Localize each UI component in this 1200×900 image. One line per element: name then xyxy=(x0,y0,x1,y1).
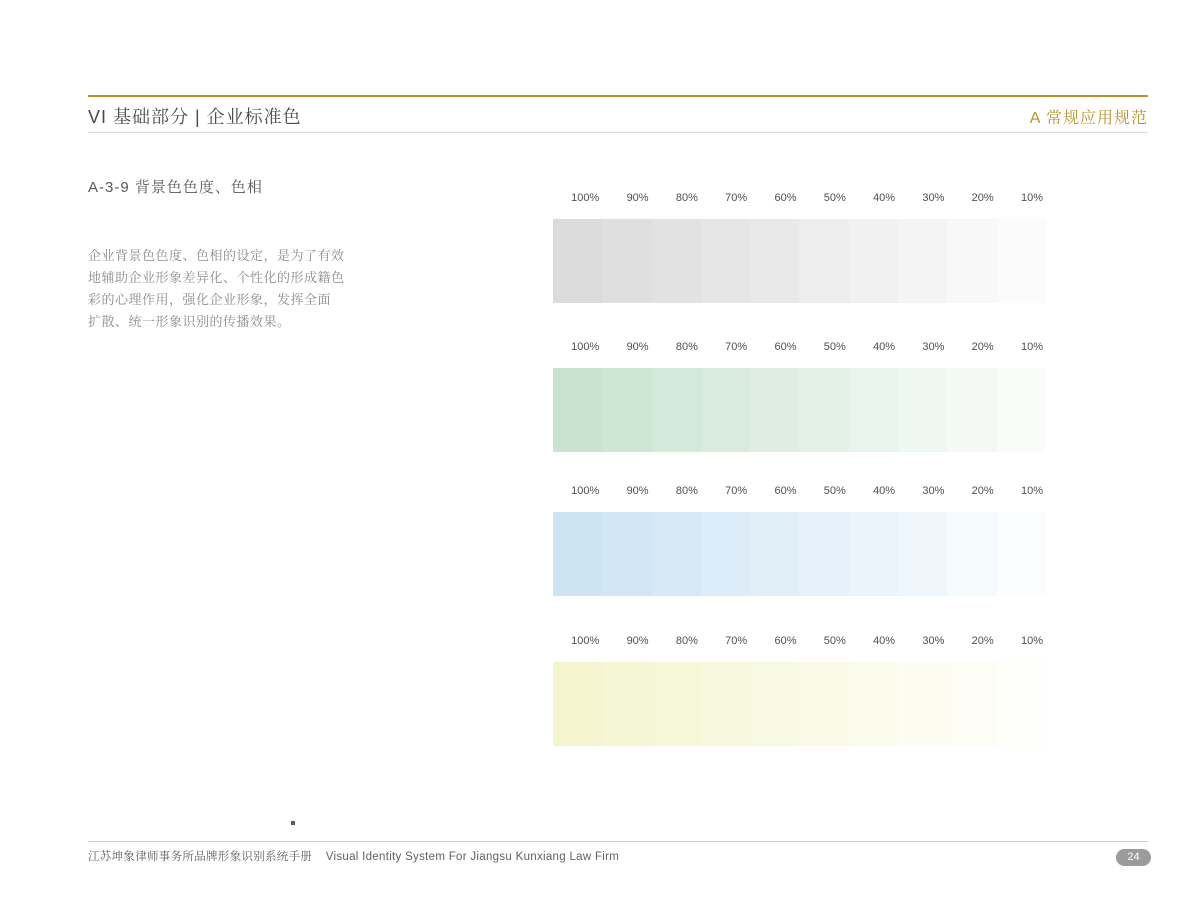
tint-cell-blue-60 xyxy=(750,512,799,596)
tint-cell-yellow-60 xyxy=(750,662,799,746)
percent-label: 80% xyxy=(675,635,698,647)
tint-chart xyxy=(553,0,1046,800)
tint-cell-yellow-10 xyxy=(997,662,1046,746)
percent-label: 10% xyxy=(1020,635,1043,647)
percent-label: 50% xyxy=(823,635,846,647)
percent-label: 20% xyxy=(971,635,994,647)
percent-label: 80% xyxy=(675,341,698,353)
tint-bar-blue xyxy=(553,512,1046,596)
tint-cell-yellow-20 xyxy=(947,662,996,746)
footer-manual-title-cn: 江苏坤象律师事务所品牌形象识别系统手册 xyxy=(88,851,313,863)
tint-cell-green-20 xyxy=(947,368,996,452)
tint-cell-blue-100 xyxy=(553,512,602,596)
tint-cell-blue-30 xyxy=(898,512,947,596)
footer-manual-title-en: Visual Identity System For Jiangsu Kunxiang Law Firm xyxy=(325,851,620,863)
tint-cell-yellow-30 xyxy=(898,662,947,746)
percent-label: 20% xyxy=(971,485,994,497)
percent-label: 30% xyxy=(922,192,945,204)
tint-cell-green-30 xyxy=(898,368,947,452)
tint-cell-yellow-70 xyxy=(701,662,750,746)
header-right-title: A 常规应用规范 xyxy=(1029,109,1148,127)
percent-label: 90% xyxy=(626,485,649,497)
tint-group-gray xyxy=(553,191,1046,303)
percent-label: 60% xyxy=(774,635,797,647)
tint-cell-blue-40 xyxy=(849,512,898,596)
tint-cell-yellow-50 xyxy=(799,662,848,746)
tint-cell-green-100 xyxy=(553,368,602,452)
percent-label: 50% xyxy=(823,485,846,497)
percent-label: 40% xyxy=(873,635,896,647)
tint-cell-green-10 xyxy=(997,368,1046,452)
percent-label: 80% xyxy=(675,192,698,204)
tint-cell-green-90 xyxy=(602,368,651,452)
percent-label: 60% xyxy=(774,485,797,497)
percent-labels-row xyxy=(553,340,1046,354)
tint-cell-blue-80 xyxy=(652,512,701,596)
percent-labels-row xyxy=(553,191,1046,205)
percent-label: 40% xyxy=(873,485,896,497)
tint-bar-green xyxy=(553,368,1046,452)
decorative-dot xyxy=(291,821,295,825)
footer-text xyxy=(88,848,619,864)
section-title: A-3-9 背景色色度、色相 xyxy=(88,179,263,196)
tint-cell-gray-50 xyxy=(799,219,848,303)
percent-label: 100% xyxy=(571,485,600,497)
percent-label: 90% xyxy=(626,635,649,647)
tint-bar-yellow xyxy=(553,662,1046,746)
percent-label: 50% xyxy=(823,341,846,353)
tint-cell-green-80 xyxy=(652,368,701,452)
tint-cell-yellow-90 xyxy=(602,662,651,746)
percent-label: 90% xyxy=(626,192,649,204)
tint-bar-gray xyxy=(553,219,1046,303)
percent-label: 40% xyxy=(873,192,896,204)
tint-cell-yellow-80 xyxy=(652,662,701,746)
tint-cell-blue-70 xyxy=(701,512,750,596)
percent-label: 30% xyxy=(922,341,945,353)
percent-label: 20% xyxy=(971,341,994,353)
percent-label: 90% xyxy=(626,341,649,353)
tint-cell-green-40 xyxy=(849,368,898,452)
tint-cell-gray-30 xyxy=(898,219,947,303)
percent-label: 70% xyxy=(725,485,748,497)
description-line: 企业背景色色度、色相的设定，是为了有效 xyxy=(88,248,345,263)
tint-cell-gray-10 xyxy=(997,219,1046,303)
tint-cell-blue-20 xyxy=(947,512,996,596)
percent-label: 10% xyxy=(1020,485,1043,497)
description-line: 地辅助企业形象差异化、个性化的形成籍色 xyxy=(88,270,345,285)
percent-labels-row xyxy=(553,484,1046,498)
percent-label: 60% xyxy=(774,341,797,353)
page-number-badge: 24 xyxy=(1116,849,1151,866)
percent-label: 40% xyxy=(873,341,896,353)
tint-cell-yellow-100 xyxy=(553,662,602,746)
percent-labels-row xyxy=(553,634,1046,648)
percent-label: 30% xyxy=(922,485,945,497)
percent-label: 70% xyxy=(725,192,748,204)
tint-cell-blue-10 xyxy=(997,512,1046,596)
tint-cell-green-50 xyxy=(799,368,848,452)
percent-label: 70% xyxy=(725,635,748,647)
tint-cell-gray-90 xyxy=(602,219,651,303)
tint-cell-blue-50 xyxy=(799,512,848,596)
tint-group-yellow xyxy=(553,634,1046,746)
tint-cell-gray-80 xyxy=(652,219,701,303)
tint-cell-yellow-40 xyxy=(849,662,898,746)
percent-label: 30% xyxy=(922,635,945,647)
percent-label: 100% xyxy=(571,341,600,353)
percent-label: 100% xyxy=(571,192,600,204)
tint-cell-gray-70 xyxy=(701,219,750,303)
tint-cell-gray-100 xyxy=(553,219,602,303)
percent-label: 70% xyxy=(725,341,748,353)
description-line: 彩的心理作用，强化企业形象，发挥全面 xyxy=(88,292,332,307)
tint-cell-blue-90 xyxy=(602,512,651,596)
tint-group-blue xyxy=(553,484,1046,596)
tint-cell-green-70 xyxy=(701,368,750,452)
description-line: 扩散、统一形象识别的传播效果。 xyxy=(88,314,291,329)
percent-label: 50% xyxy=(823,192,846,204)
header-left-title: VI 基础部分 | 企业标准色 xyxy=(88,107,302,127)
section-description xyxy=(88,245,358,333)
percent-label: 20% xyxy=(971,192,994,204)
percent-label: 100% xyxy=(571,635,600,647)
percent-label: 60% xyxy=(774,192,797,204)
footer-divider xyxy=(88,841,1148,842)
percent-label: 10% xyxy=(1020,341,1043,353)
tint-cell-gray-40 xyxy=(849,219,898,303)
tint-group-green xyxy=(553,340,1046,452)
percent-label: 80% xyxy=(675,485,698,497)
tint-cell-green-60 xyxy=(750,368,799,452)
percent-label: 10% xyxy=(1020,192,1043,204)
tint-cell-gray-60 xyxy=(750,219,799,303)
tint-cell-gray-20 xyxy=(947,219,996,303)
